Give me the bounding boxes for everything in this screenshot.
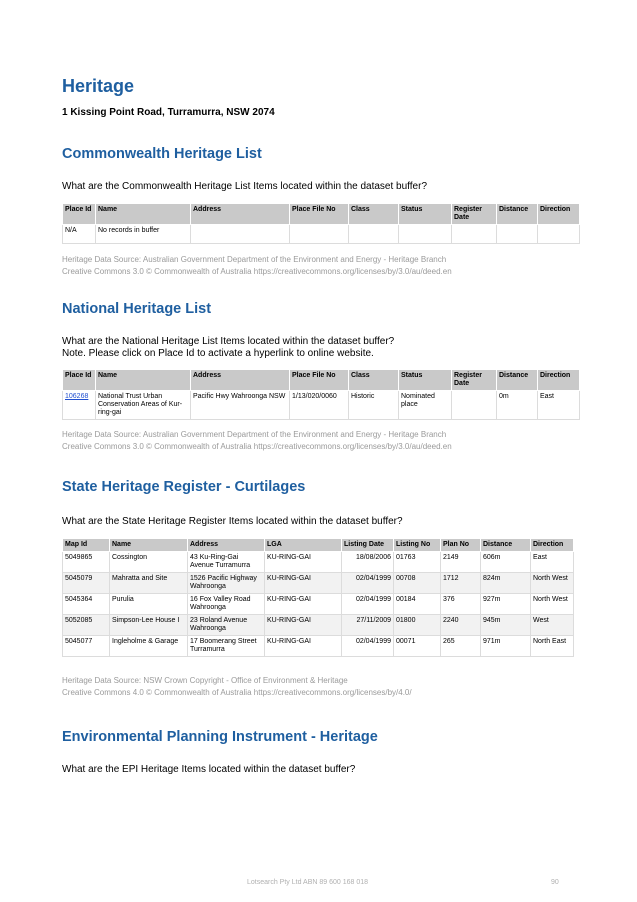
distance-cell: 927m bbox=[481, 594, 531, 615]
national-source-line2: Creative Commons 3.0 © Commonwealth of Australia https://creativecommons.org/licenses/by/3.0/au/deed.en bbox=[62, 442, 452, 451]
table-row bbox=[63, 636, 574, 657]
listing-date-cell: 02/04/1999 bbox=[342, 636, 394, 657]
status-cell bbox=[399, 225, 452, 244]
map-id-cell: 5045079 bbox=[63, 573, 110, 594]
national-source-line1: Heritage Data Source: Australian Government Department of the Environment and Energy - Heritage Branch bbox=[62, 430, 447, 439]
column-header: Address bbox=[191, 370, 290, 391]
distance-cell: 971m bbox=[481, 636, 531, 657]
column-header: Register Date bbox=[452, 370, 497, 391]
commonwealth-heading: Commonwealth Heritage List bbox=[62, 146, 262, 162]
column-header: Class bbox=[349, 370, 399, 391]
listing-date-cell: 02/04/1999 bbox=[342, 573, 394, 594]
footer-page-number: 90 bbox=[551, 879, 559, 886]
direction-cell: North West bbox=[531, 594, 574, 615]
direction-cell: West bbox=[531, 615, 574, 636]
listing-no-cell: 00184 bbox=[394, 594, 441, 615]
class-cell bbox=[349, 225, 399, 244]
plan-no-cell: 376 bbox=[441, 594, 481, 615]
column-header: Direction bbox=[538, 204, 580, 225]
distance-cell: 606m bbox=[481, 552, 531, 573]
column-header: Plan No bbox=[441, 539, 481, 552]
column-header: Name bbox=[110, 539, 188, 552]
column-header: Address bbox=[191, 204, 290, 225]
distance-cell: 0m bbox=[497, 391, 538, 420]
direction-cell: East bbox=[538, 391, 580, 420]
address-cell: 43 Ku-Ring-Gai Avenue Turramurra bbox=[188, 552, 265, 573]
listing-no-cell: 00708 bbox=[394, 573, 441, 594]
register-date-cell bbox=[452, 391, 497, 420]
table-header-row bbox=[63, 370, 580, 391]
plan-no-cell: 265 bbox=[441, 636, 481, 657]
lga-cell: KU-RING-GAI bbox=[265, 615, 342, 636]
register-date-cell bbox=[452, 225, 497, 244]
column-header: Distance bbox=[497, 370, 538, 391]
lga-cell: KU-RING-GAI bbox=[265, 636, 342, 657]
column-header: Name bbox=[96, 204, 191, 225]
site-address: 1 Kissing Point Road, Turramurra, NSW 2074 bbox=[62, 107, 275, 118]
column-header: Place File No bbox=[290, 204, 349, 225]
lga-cell: KU-RING-GAI bbox=[265, 552, 342, 573]
column-header: Direction bbox=[531, 539, 574, 552]
column-header: Class bbox=[349, 204, 399, 225]
name-cell: National Trust Urban Conservation Areas of Kur-ring-gai bbox=[96, 391, 191, 420]
distance-cell bbox=[497, 225, 538, 244]
footer-company: Lotsearch Pty Ltd ABN 89 600 168 018 bbox=[247, 879, 369, 886]
page-title: Heritage bbox=[62, 76, 135, 96]
epi-heading: Environmental Planning Instrument - Heritage bbox=[62, 729, 378, 745]
column-header: Status bbox=[399, 204, 452, 225]
place-id-link[interactable]: 106268 bbox=[65, 393, 89, 400]
plan-no-cell: 2240 bbox=[441, 615, 481, 636]
address-cell: 16 Fox Valley Road Wahroonga bbox=[188, 594, 265, 615]
table-header-row bbox=[63, 204, 580, 225]
national-note: Note. Please click on Place Id to activate a hyperlink to online website. bbox=[62, 348, 374, 359]
listing-no-cell: 01800 bbox=[394, 615, 441, 636]
column-header: Direction bbox=[538, 370, 580, 391]
map-id-cell: 5049865 bbox=[63, 552, 110, 573]
address-cell: 23 Roland Avenue Wahroonga bbox=[188, 615, 265, 636]
table-row bbox=[63, 552, 574, 573]
table-row bbox=[63, 573, 574, 594]
epi-question: What are the EPI Heritage Items located within the dataset buffer? bbox=[62, 764, 356, 775]
direction-cell: North West bbox=[531, 573, 574, 594]
lga-cell: KU-RING-GAI bbox=[265, 594, 342, 615]
column-header: Distance bbox=[497, 204, 538, 225]
file-no-cell: 1/13/020/0060 bbox=[290, 391, 349, 420]
commonwealth-question: What are the Commonwealth Heritage List Items located within the dataset buffer? bbox=[62, 181, 428, 192]
map-id-cell: 5045364 bbox=[63, 594, 110, 615]
name-cell: Mahratta and Site bbox=[110, 573, 188, 594]
name-cell: Cossington bbox=[110, 552, 188, 573]
national-table bbox=[62, 369, 580, 420]
address-cell: Pacific Hwy Wahroonga NSW bbox=[191, 391, 290, 420]
table-row bbox=[63, 391, 580, 420]
column-header: LGA bbox=[265, 539, 342, 552]
direction-cell bbox=[538, 225, 580, 244]
name-cell: Purulia bbox=[110, 594, 188, 615]
place-id-cell bbox=[63, 391, 96, 420]
distance-cell: 824m bbox=[481, 573, 531, 594]
column-header: Place Id bbox=[63, 204, 96, 225]
commonwealth-source-line1: Heritage Data Source: Australian Government Department of the Environment and Energy - Heritage Branch bbox=[62, 255, 447, 264]
direction-cell: North East bbox=[531, 636, 574, 657]
table-row bbox=[63, 615, 574, 636]
listing-date-cell: 18/08/2006 bbox=[342, 552, 394, 573]
state-source-line1: Heritage Data Source: NSW Crown Copyright - Office of Environment & Heritage bbox=[62, 676, 348, 685]
direction-cell: East bbox=[531, 552, 574, 573]
state-table bbox=[62, 538, 574, 657]
lga-cell: KU-RING-GAI bbox=[265, 573, 342, 594]
column-header: Name bbox=[96, 370, 191, 391]
table-row bbox=[63, 225, 580, 244]
place-id-cell: N/A bbox=[63, 225, 96, 244]
column-header: Address bbox=[188, 539, 265, 552]
state-heading: State Heritage Register - Curtilages bbox=[62, 479, 306, 495]
commonwealth-table bbox=[62, 203, 580, 244]
address-cell: 1526 Pacific Highway Wahroonga bbox=[188, 573, 265, 594]
column-header: Place File No bbox=[290, 370, 349, 391]
column-header: Listing Date bbox=[342, 539, 394, 552]
state-source-line2: Creative Commons 4.0 © Commonwealth of Australia https://creativecommons.org/licenses/by/4.0/ bbox=[62, 688, 412, 697]
class-cell: Historic bbox=[349, 391, 399, 420]
name-cell: Simpson-Lee House I bbox=[110, 615, 188, 636]
map-id-cell: 5052085 bbox=[63, 615, 110, 636]
column-header: Map Id bbox=[63, 539, 110, 552]
national-heading: National Heritage List bbox=[62, 301, 212, 317]
listing-no-cell: 00071 bbox=[394, 636, 441, 657]
name-cell: Ingleholme & Garage bbox=[110, 636, 188, 657]
column-header: Status bbox=[399, 370, 452, 391]
plan-no-cell: 2149 bbox=[441, 552, 481, 573]
column-header: Distance bbox=[481, 539, 531, 552]
distance-cell: 945m bbox=[481, 615, 531, 636]
national-question: What are the National Heritage List Items located within the dataset buffer? bbox=[62, 336, 395, 347]
address-cell: 17 Boomerang Street Turramurra bbox=[188, 636, 265, 657]
name-cell: No records in buffer bbox=[96, 225, 191, 244]
state-question: What are the State Heritage Register Items located within the dataset buffer? bbox=[62, 516, 403, 527]
status-cell: Nominated place bbox=[399, 391, 452, 420]
listing-date-cell: 27/11/2009 bbox=[342, 615, 394, 636]
table-header-row bbox=[63, 539, 574, 552]
column-header: Place Id bbox=[63, 370, 96, 391]
column-header: Listing No bbox=[394, 539, 441, 552]
listing-date-cell: 02/04/1999 bbox=[342, 594, 394, 615]
file-no-cell bbox=[290, 225, 349, 244]
map-id-cell: 5045077 bbox=[63, 636, 110, 657]
address-cell bbox=[191, 225, 290, 244]
listing-no-cell: 01763 bbox=[394, 552, 441, 573]
column-header: Register Date bbox=[452, 204, 497, 225]
commonwealth-source-line2: Creative Commons 3.0 © Commonwealth of Australia https://creativecommons.org/licenses/by/3.0/au/deed.en bbox=[62, 267, 452, 276]
table-row bbox=[63, 594, 574, 615]
plan-no-cell: 1712 bbox=[441, 573, 481, 594]
